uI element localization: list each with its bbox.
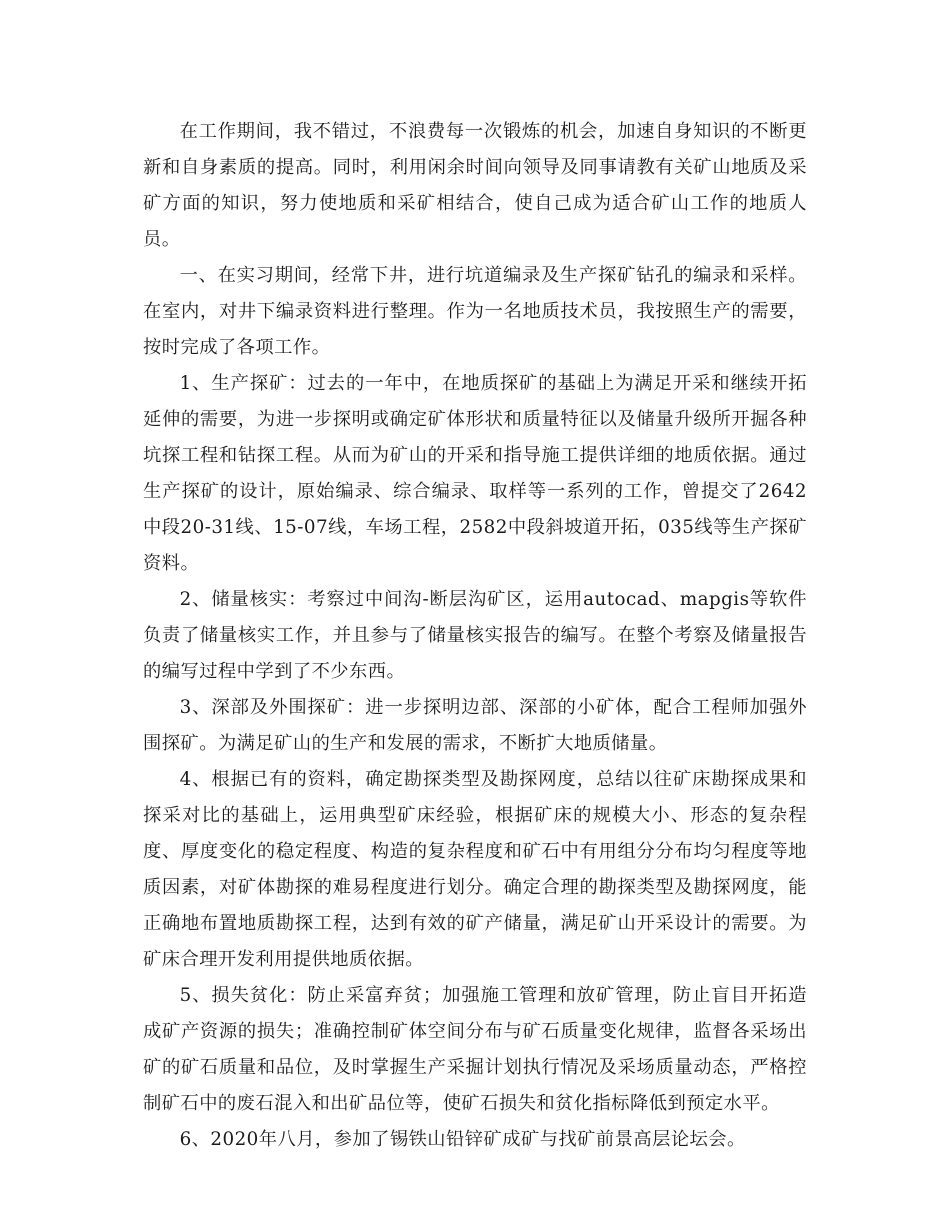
paragraph-section-one: 一、在实习期间，经常下井，进行坑道编录及生产探矿钻孔的编录和采样。在室内，对井下编录资料进行整理。作为一名地质技术员，我按照生产的需要，按时完成了各项工作。 [143, 265, 807, 358]
paragraph-item-2: 2、储量核实：考察过中间沟-断层沟矿区，运用autocad、mapgis等软件负责了储量核实工作，并且参与了储量核实报告的编写。在整个考察及储量报告的编写过程中学到了不少东西。 [143, 589, 807, 682]
paragraph-item-5: 5、损失贫化：防止采富弃贫；加强施工管理和放矿管理，防止盲目开拓造成矿产资源的损失；准确控制矿体空间分布与矿石质量变化规律，监督各采场出矿的矿石质量和品位，及时掌握生产采掘计划执行情况及采场质量动态，严格控制矿石中的废石混入和出矿品位等，使矿石损失和贫化指标降低到预定水平。 [143, 985, 807, 1114]
document-body [143, 114, 807, 1158]
paragraph-intro: 在工作期间，我不错过，不浪费每一次锻炼的机会，加速自身知识的不断更新和自身素质的提高。同时，利用闲余时间向领导及同事请教有关矿山地质及采矿方面的知识，努力使地质和采矿相结合，使自己成为适合矿山工作的地质人员。 [143, 121, 807, 250]
paragraph-item-6: 6、2020年八月，参加了锡铁山铅锌矿成矿与找矿前景高层论坛会。 [179, 1129, 746, 1150]
paragraph-item-4: 4、根据已有的资料，确定勘探类型及勘探网度，总结以往矿床勘探成果和探采对比的基础上，运用典型矿床经验，根据矿床的规模大小、形态的复杂程度、厚度变化的稳定程度、构造的复杂程度和矿石中有用组分分布均匀程度等地质因素，对矿体勘探的难易程度进行划分。确定合理的勘探类型及勘探网度，能正确地布置地质勘探工程，达到有效的矿产储量，满足矿山开采设计的需要。为矿床合理开发利用提供地质依据。 [143, 769, 807, 970]
paragraph-item-3: 3、深部及外围探矿：进一步探明边部、深部的小矿体，配合工程师加强外围探矿。为满足矿山的生产和发展的需求，不断扩大地质储量。 [143, 697, 807, 754]
paragraph-item-1: 1、生产探矿：过去的一年中，在地质探矿的基础上为满足开采和继续开拓延伸的需要，为进一步探明或确定矿体形状和质量特征以及储量升级所开掘各种坑探工程和钻探工程。从而为矿山的开采和指导施工提供详细的地质依据。通过生产探矿的设计，原始编录、综合编录、取样等一系列的工作，曾提交了2642中段20-31线、15-07线，车场工程，2582中段斜坡道开拓，035线等生产探矿资料。 [143, 373, 807, 574]
